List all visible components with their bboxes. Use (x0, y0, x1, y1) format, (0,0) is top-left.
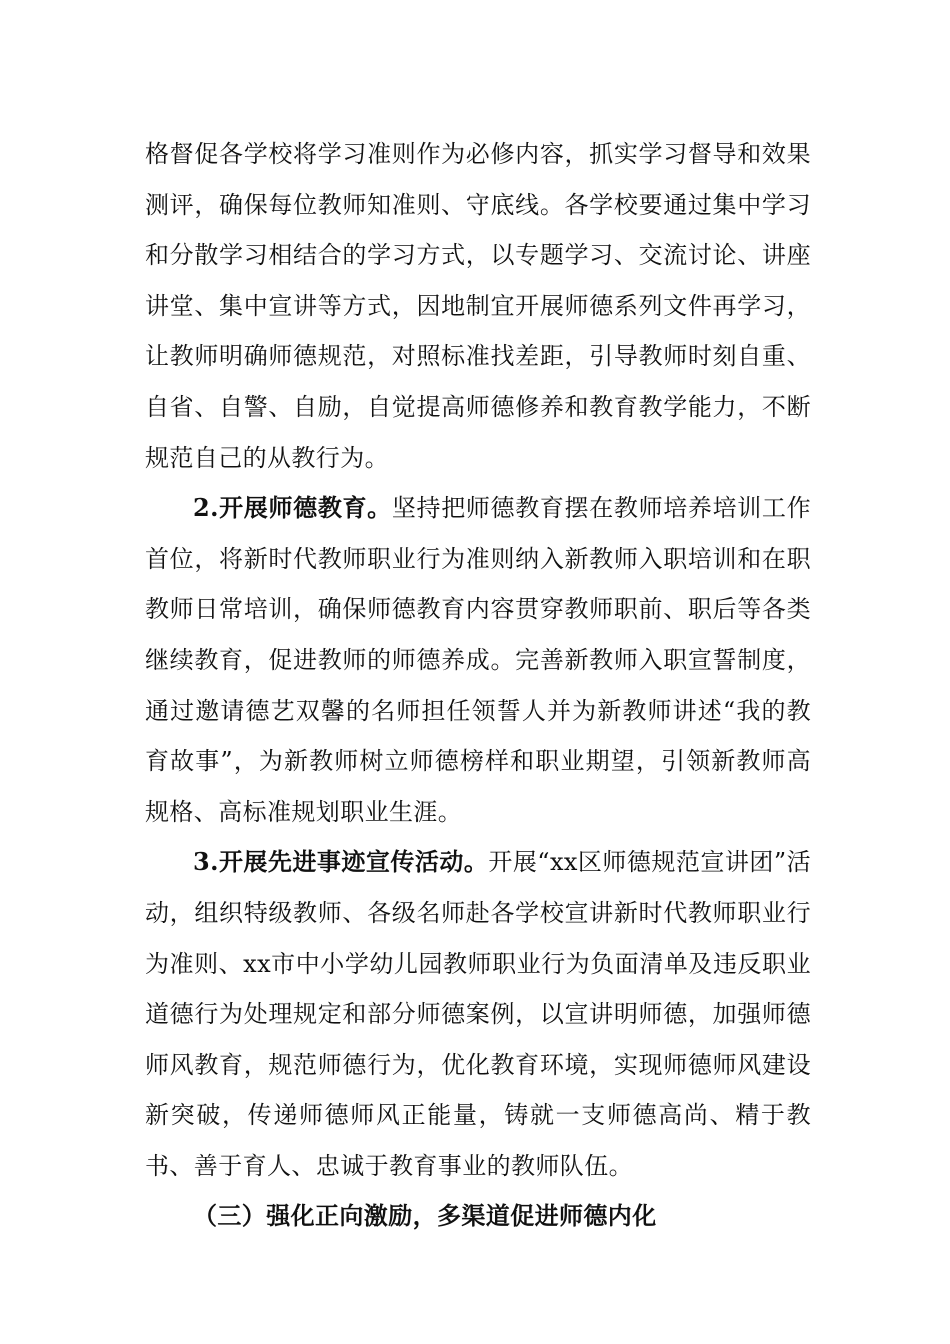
paragraph-lead-heading: 3.开展先进事迹宣传活动。 (193, 847, 489, 877)
paragraph-text: 坚持把师德教育摆在教师培养培训工作首位，将新时代教师职业行为准则纳入新教师入职培训和在职教师日常培训，确保师德教育内容贯穿教师职前、职后等各类继续教育，促进教师的师德养成。完善新教师入职宣誓制度，通过邀请德艺双馨的名师担任领誓人并为新教师讲述“我的教育故事”，为新教师树立师德榜样和职业期望，引领新教师高规格、高标准规划职业生涯。 (145, 494, 811, 826)
paragraph-continued (145, 129, 811, 483)
section-heading: （三）强化正向激励，多渠道促进师德内化 (193, 1201, 657, 1231)
paragraph-text: 格督促各学校将学习准则作为必修内容，抓实学习督导和效果测评，确保每位教师知准则、守底线。各学校要通过集中学习和分散学习相结合的学习方式，以专题学习、交流讨论、讲座讲堂、集中宣讲等方式，因地制宜开展师德系列文件再学习，让教师明确师德规范，对照标准找差距，引导教师时刻自重、自省、自警、自励，自觉提高师德修养和教育教学能力，不断规范自己的从教行为。 (145, 140, 811, 472)
paragraph-teacher-ethics-education (145, 483, 811, 837)
paragraph-text: 开展“xx区师德规范宣讲团”活动，组织特级教师、各级名师赴各学校宣讲新时代教师职业行为准则、xx市中小学幼儿园教师职业行为负面清单及违反职业道德行为处理规定和部分师德案例，以宣讲明师德，加强师德师风教育，规范师德行为，优化教育环境，实现师德师风建设新突破，传递师德师风正能量，铸就一支师德高尚、精于教书、善于育人、忠诚于教育事业的教师队伍。 (145, 848, 811, 1180)
paragraph-lead-heading: 2.开展师德教育。 (193, 493, 392, 523)
paragraph-advanced-deeds-promotion (145, 837, 811, 1191)
document-body (145, 129, 811, 1242)
